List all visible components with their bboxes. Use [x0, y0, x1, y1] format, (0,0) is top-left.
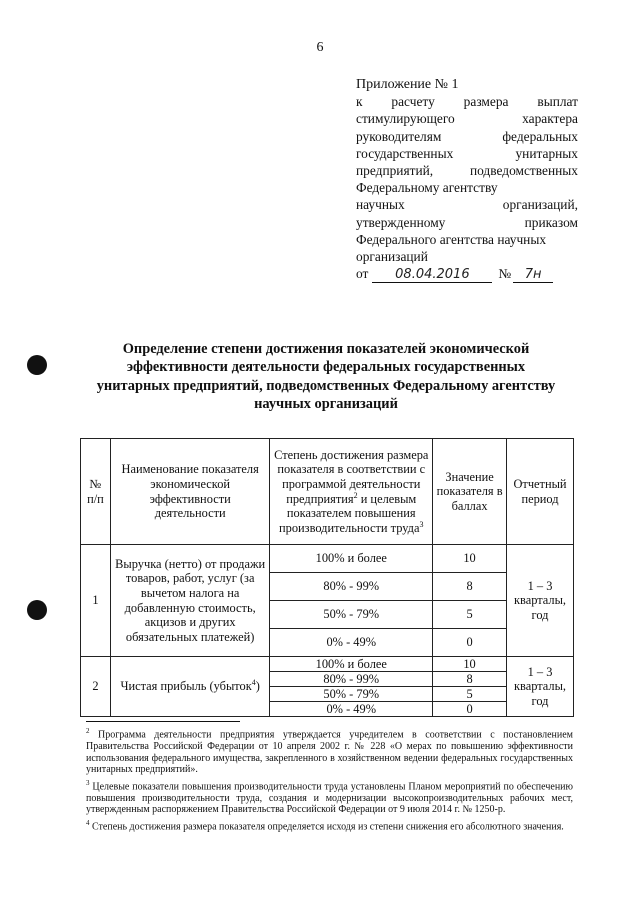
header-degree-text: Степень достижения размера показателя в соответствии с программой деятельности предприятия	[274, 447, 429, 506]
footnote	[86, 778, 573, 816]
row-points: 5	[433, 687, 507, 702]
footnote-text: Программа деятельности предприятия утверждается учредителем в соответствии с постановлением Правительства Российской Федерации от 10 апреля 2002 г. № 228 «О мерах по повышению эффективности использования федерального имущества, закрепленного в хозяйственном ведении федеральных государственных унитарных предприятий».	[86, 729, 573, 776]
row-points: 10	[433, 657, 507, 672]
footnote-text: Степень достижения размера показателя определяется исходя из степени снижения его абсолютного значения.	[89, 821, 564, 833]
footnote-mark: 2	[86, 727, 90, 735]
row-degree: 0% - 49%	[270, 702, 433, 717]
row-points: 10	[433, 545, 507, 573]
row-degree: 50% - 79%	[270, 687, 433, 702]
footnote	[86, 726, 573, 776]
appendix-line: утвержденному приказом	[356, 214, 578, 230]
footnote-separator	[86, 721, 240, 722]
table-row	[81, 657, 574, 672]
footnotes	[86, 726, 573, 835]
order-date-line	[356, 265, 578, 283]
appendix-line: Федеральному агентству	[356, 180, 498, 196]
row-indicator-text: Чистая прибыль (убыток	[120, 679, 252, 694]
header-degree	[270, 439, 433, 545]
row-num: 1	[81, 545, 111, 657]
header-num: № п/п	[81, 439, 111, 545]
row-period: 1 – 3 кварталы, год	[507, 545, 574, 657]
row-indicator-name: Выручка (нетто) от продажи товаров, работ, услуг (за вычетом налога на добавленную стоимость, акцизов и других обязательных платежей)	[110, 545, 270, 657]
appendix-title: Приложение № 1	[356, 77, 459, 92]
row-degree: 100% и более	[270, 657, 433, 672]
row-degree: 80% - 99%	[270, 672, 433, 687]
appendix-line: к расчету размера выплат	[356, 94, 578, 110]
appendix-line: Федерального агентства научных	[356, 231, 547, 247]
footnote-ref: 3	[419, 519, 424, 529]
appendix-line: предприятий, подведомственных	[356, 163, 578, 179]
row-points: 5	[433, 601, 507, 629]
row-degree: 80% - 99%	[270, 573, 433, 601]
page-number: 6	[316, 40, 324, 55]
appendix-line: организаций	[356, 249, 428, 265]
appendix-line: стимулирующего характера	[356, 111, 578, 127]
header-period: Отчетный период	[507, 439, 574, 545]
appendix-line: научных организаций,	[356, 197, 578, 213]
table-header-row	[81, 439, 574, 545]
row-degree: 50% - 79%	[270, 601, 433, 629]
number-sign: №	[498, 266, 512, 282]
row-degree: 100% и более	[270, 545, 433, 573]
row-indicator-name	[110, 657, 270, 717]
row-points: 8	[433, 573, 507, 601]
document-heading: Определение степени достижения показателей экономической эффективности деятельности федеральных государственных унитарных предприятий, подведомственных Федеральному агентству научных организаций	[96, 341, 556, 413]
row-degree: 0% - 49%	[270, 629, 433, 657]
handwritten-date: 08.04.2016	[372, 267, 492, 283]
row-num: 2	[81, 657, 111, 717]
header-points: Значение показателя в баллах	[433, 439, 507, 545]
indicators-table	[80, 438, 574, 717]
appendix-line: государственных унитарных	[356, 145, 578, 161]
handwritten-order-number: 7н	[513, 267, 553, 283]
punch-hole	[27, 355, 47, 375]
footnote-ref: 4	[251, 678, 256, 688]
footnote-mark: 4	[86, 818, 90, 827]
row-points: 0	[433, 702, 507, 717]
punch-hole	[27, 600, 47, 620]
row-indicator-text: )	[255, 679, 260, 694]
footnote-text: Целевые показатели повышения производительности труда установлены Планом мероприятий по обеспечению повышения производительности труда, создания и модернизации высокопроизводительных рабочих мест, утвержденным распоряжением Правительства Российской Федерации от 9 июля 2014 г. № 1250-р.	[86, 781, 573, 816]
date-prefix: от	[356, 266, 369, 282]
header-name: Наименование показателя экономической эффективности деятельности	[110, 439, 270, 545]
appendix-block	[356, 76, 578, 283]
row-points: 8	[433, 672, 507, 687]
footnote-mark: 3	[86, 778, 90, 787]
row-points: 0	[433, 629, 507, 657]
row-period: 1 – 3 кварталы, год	[507, 657, 574, 717]
appendix-line: руководителям федеральных	[356, 128, 578, 144]
footnote-ref: 2	[353, 490, 358, 500]
footnote	[86, 818, 573, 833]
header-degree-text: и целевым показателем повышения производительности труда	[279, 491, 420, 535]
table-row	[81, 545, 574, 573]
